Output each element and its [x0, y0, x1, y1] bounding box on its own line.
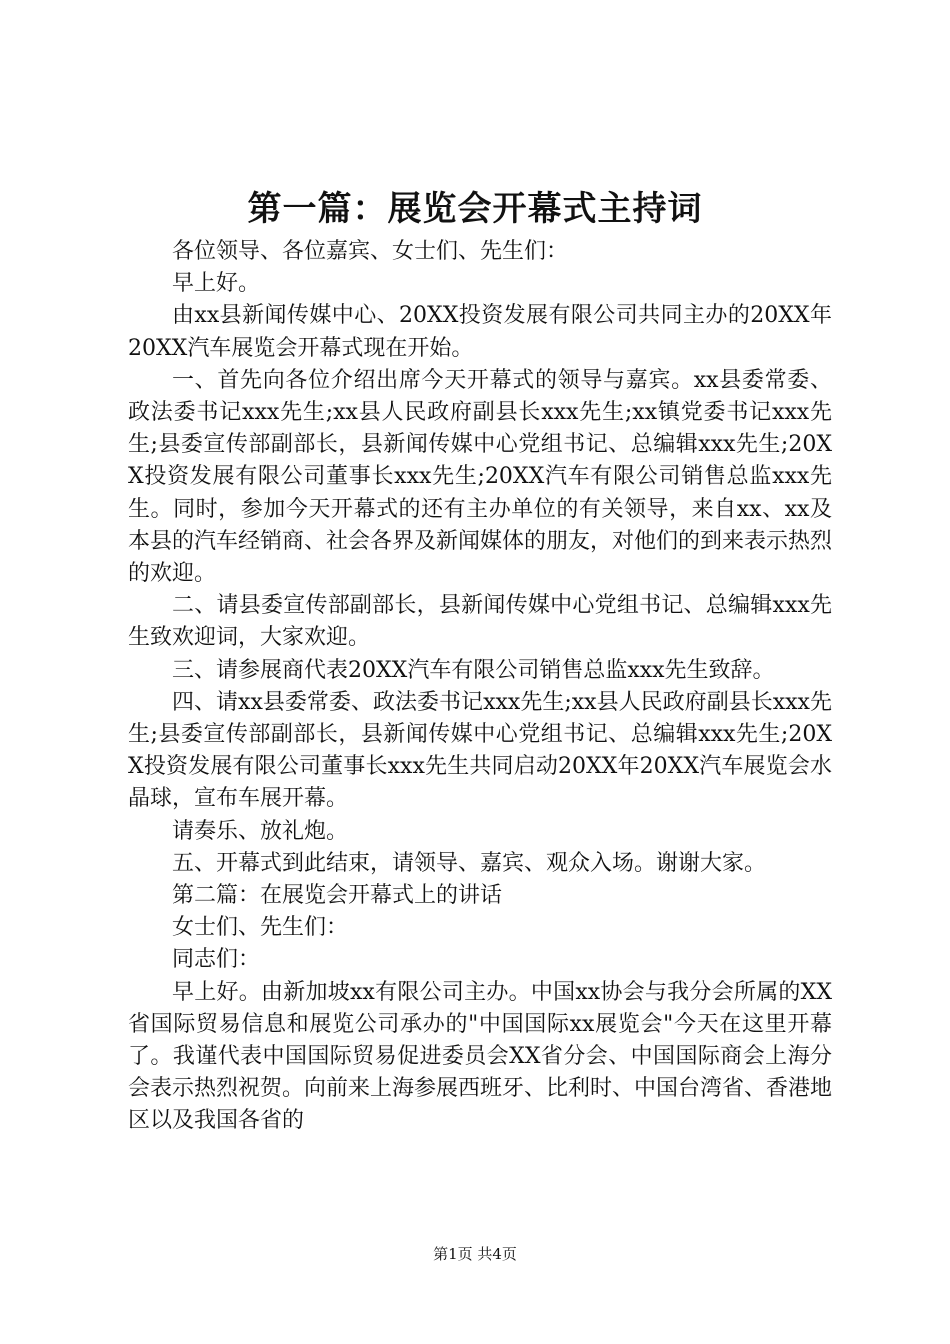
paragraph: 各位领导、各位嘉宾、女士们、先生们：	[172, 239, 569, 264]
paragraph: 一、首先向各位介绍出席今天开幕式的领导与嘉宾。xx县委常委、政法委书记xxx先生;xx县人民政府副县长xxx先生;xx镇党委书记xxx先生;县委宣传部副部长，县新闻传媒中心党组书记、总编辑xxx先生;20XX投资发展有限公司董事长xxx先生;20XX汽车有限公司销售总监xxx先生。同时，参加今天开幕式的还有主办单位的有关领导，来自xx、xx及本县的汽车经销商、社会各界及新闻媒体的朋友，对他们的到来表示热烈的欢迎。	[128, 367, 833, 587]
paragraph: 女士们、先生们：	[172, 915, 349, 941]
paragraph: 同志们：	[172, 947, 261, 973]
paragraph: 早上好。由新加坡xx有限公司主办。中国xx协会与我分会所属的XX省国际贸易信息和展览公司承办的"中国国际xx展览会"今天在这里开幕了。我谨代表中国国际贸易促进委员会XX省分会、中国国际商会上海分会表示热烈祝贺。向前来上海参展西班牙、比利时、中国台湾省、香港地区以及我国各省的	[128, 979, 833, 1134]
section-heading: 第二篇：在展览会开幕式上的讲话	[172, 883, 503, 909]
paragraph: 由xx县新闻传媒中心、20XX投资发展有限公司共同主办的20XX年20XX汽车展览会开幕式现在开始。	[128, 303, 832, 361]
paragraph: 请奏乐、放礼炮。	[172, 818, 349, 844]
paragraph: 四、请xx县委常委、政法委书记xxx先生;xx县人民政府副县长xxx先生;县委宣传部副部长，县新闻传媒中心党组书记、总编辑xxx先生;20XX投资发展有限公司董事长xxx先生共同启动20XX年20XX汽车展览会水晶球，宣布车展开幕。	[128, 689, 832, 812]
paragraph: 三、请参展商代表20XX汽车有限公司销售总监xxx先生致辞。	[172, 657, 775, 683]
paragraph: 五、开幕式到此结束，请领导、嘉宾、观众入场。谢谢大家。	[172, 850, 767, 876]
paragraph: 早上好。	[172, 271, 261, 297]
document-title: 第一篇：展览会开幕式主持词	[247, 189, 703, 229]
page-footer: 第1页 共4页	[433, 1245, 517, 1263]
paragraph: 二、请县委宣传部副部长，县新闻传媒中心党组书记、总编辑xxx先生致欢迎词，大家欢迎。	[128, 593, 832, 651]
document-body	[128, 236, 832, 1138]
